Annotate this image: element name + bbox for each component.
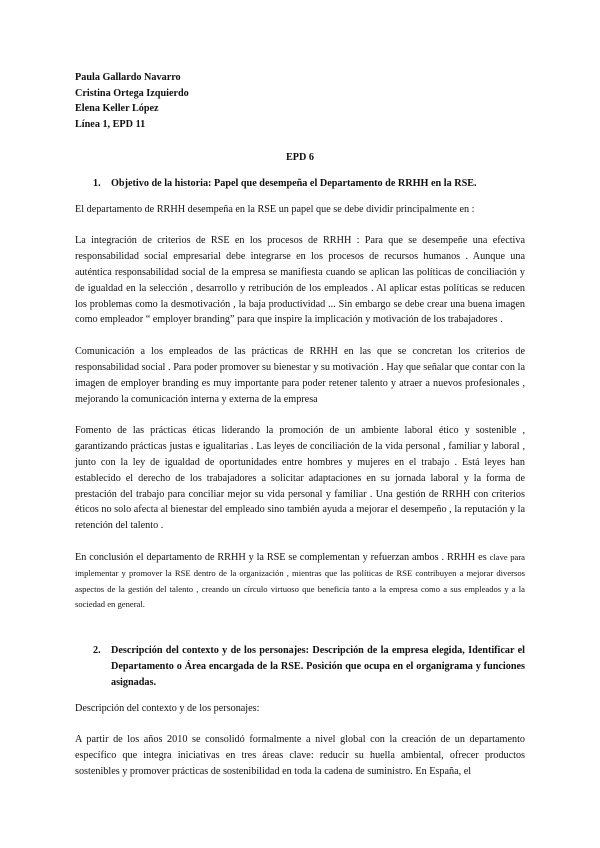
author-name: Paula Gallardo Navarro: [75, 72, 181, 83]
section-2-heading: [75, 643, 525, 690]
section-number: 1.: [93, 177, 101, 189]
conclusion-lead: En conclusión el departamento de RRHH y la RSE se complementan y refuerzan ambos . RRHH es: [75, 551, 487, 563]
paragraph: Fomento de las prácticas éticas liderando la promoción de un ambiente laboral ético y sostenible , garantizando prácticas justas e igualitarias . Las leyes de conciliación de la vida personal , familiar y laboral , junto con la ley de igualdad de oportunidades entre hombres y mujeres en el trabajo . Está leyes han establecido el derecho de los trabajadores a solicitar adaptaciones en su jornada laboral y la forma de prestación del trabajo para conciliar mejor su vida personal y familiar . Una gestión de RRHH con criterios éticos no solo afecta al bienestar del empleado sino también ayuda a mejorar el desempeño , la reputación y la retención del talento .: [75, 425, 525, 532]
conclusion-rest: clave para implementar y promover la RSE dentro de la organización , mientras que las políticas de RSE contribuyen a mejorar diversos aspectos de la gestión del talento , creando un círculo virtuoso que beneficia tanto a la empresa como a sus empleados y a la sociedad en general.: [75, 551, 525, 610]
paragraph: Descripción del contexto y de los personajes:: [75, 702, 260, 714]
paragraph: A partir de los años 2010 se consolidó formalmente a nivel global con la creación de un departamento específico que integra iniciativas en tres áreas clave: reducir su huella ambiental, ofrecer productos sostenibles y promover prácticas de sostenibilidad en toda la cadena de suministro. En España, el: [75, 734, 525, 777]
conclusion-paragraph: [75, 550, 525, 613]
section-heading-text: Objetivo de la historia: Papel que desempeña el Departamento de RRHH en la RSE.: [111, 177, 477, 189]
section-heading-text: Descripción del contexto y de los personajes: Descripción de la empresa elegida, Identificar el Departamento o Área encargada de la RSE. Posición que ocupa en el organigrama y funciones asignadas.: [111, 645, 525, 688]
author-name: Elena Keller López: [75, 103, 159, 114]
paragraph: Comunicación a los empleados de las prácticas de RRHH en las que se concretan los criterios de responsabilidad social . Para poder promover su bienestar y su motivación . Hay que señalar que contar con la imagen de employer branding es muy importante para poder retener talento y atraer a nuevos profesionales , mejorando la comunicación interna y externa de la empresa: [75, 346, 525, 405]
paragraph: El departamento de RRHH desempeña en la RSE un papel que se debe dividir principalmente en :: [75, 203, 475, 215]
section-1-heading: [75, 176, 525, 192]
paragraph: La integración de criterios de RSE en los procesos de RRHH : Para que se desempeñe una efectiva responsabilidad social empresarial debe integrarse en los procesos de recursos humanos . Aunque una auténtica responsabilidad social de la empresa se manifiesta cuando se aplican las políticas de conciliación y de igualdad en la selección , desarrollo y retribución de los empleados . Al aplicar estas políticas se reducen los problemas como la desmotivación , la baja productividad ... Sin embargo se debe crear una buena imagen como empleador “ employer branding” para que inspire la implicación y motivación de los trabajadores .: [75, 235, 525, 326]
group-line: Línea 1, EPD 11: [75, 118, 146, 130]
document-title: EPD 6: [285, 152, 314, 163]
spacer: [75, 629, 525, 643]
section-number: 2.: [93, 645, 101, 657]
author-name: Cristina Ortega Izquierdo: [75, 87, 189, 99]
author-block: [75, 70, 525, 132]
